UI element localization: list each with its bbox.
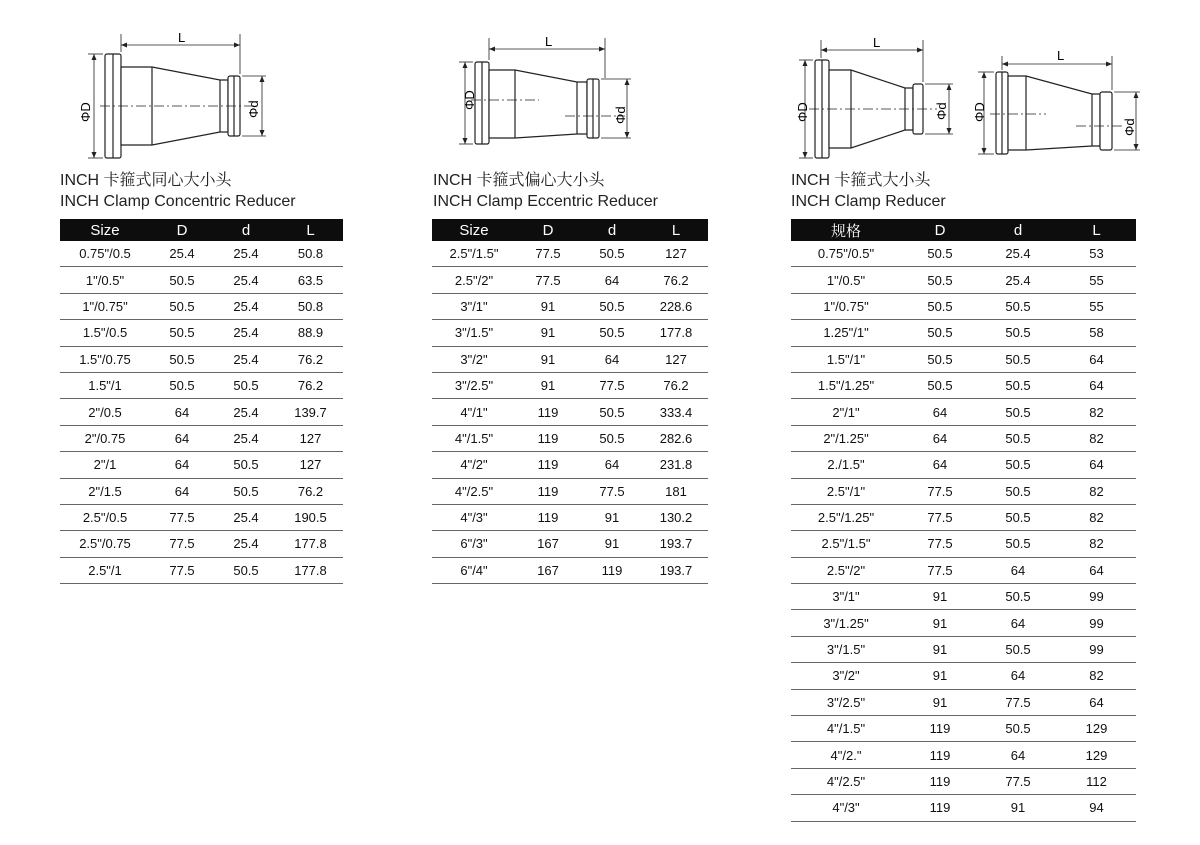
size-cell: 2"/1 [60,452,150,478]
value-cell: 50.5 [150,267,214,293]
size-cell: 2.5"/1 [60,557,150,583]
column-header: L [644,219,708,241]
value-cell: 64 [1057,372,1136,398]
concentric-title-en: INCH Clamp Concentric Reducer [60,193,296,210]
value-cell: 76.2 [644,372,708,398]
size-cell: 1.5"/0.5 [60,320,150,346]
table-row [791,557,1136,583]
value-cell: 77.5 [580,372,644,398]
size-cell: 4"/3" [791,795,901,821]
value-cell: 64 [150,399,214,425]
value-cell: 50.5 [901,267,979,293]
size-cell: 1"/0.5" [60,267,150,293]
concentric-title-cn: INCH 卡箍式同心大小头 [60,172,232,189]
value-cell: 25.4 [214,531,278,557]
value-cell: 64 [150,425,214,451]
size-cell: 3"/1.5" [791,636,901,662]
table-row [432,372,708,398]
value-cell: 119 [901,742,979,768]
table-row [432,557,708,583]
size-cell: 4"/2" [432,452,516,478]
column-header: d [214,219,278,241]
value-cell: 99 [1057,610,1136,636]
size-cell: 1.5"/1 [60,372,150,398]
size-cell: 0.75"/0.5" [791,241,901,267]
clamp-reducer-drawing-concentric [795,32,965,162]
value-cell: 50.5 [580,425,644,451]
table-row [60,504,343,530]
value-cell: 167 [516,531,580,557]
column-header: d [979,219,1057,241]
table-row [60,531,343,557]
table-row [60,452,343,478]
table-row [791,478,1136,504]
eccentric-title-cn: INCH 卡箍式偏心大小头 [433,172,605,189]
value-cell: 50.5 [979,504,1057,530]
size-cell: 1.5"/0.75 [60,346,150,372]
size-cell: 1.5"/1.25" [791,372,901,398]
value-cell: 77.5 [901,504,979,530]
table-row [791,346,1136,372]
value-cell: 82 [1057,425,1136,451]
value-cell: 94 [1057,795,1136,821]
value-cell: 50.5 [901,372,979,398]
table-row [432,293,708,319]
column-header: Size [60,219,150,241]
value-cell: 76.2 [278,372,343,398]
value-cell: 91 [901,610,979,636]
value-cell: 139.7 [278,399,343,425]
value-cell: 50.5 [901,241,979,267]
value-cell: 119 [516,504,580,530]
size-cell: 2"/0.5 [60,399,150,425]
small-diameter-label: Φd [934,102,949,120]
value-cell: 91 [901,663,979,689]
value-cell: 190.5 [278,504,343,530]
size-cell: 6"/3" [432,531,516,557]
size-cell: 2.5"/2" [432,267,516,293]
value-cell: 99 [1057,584,1136,610]
size-cell: 2"/1.5 [60,478,150,504]
value-cell: 127 [278,425,343,451]
table-header-row [791,219,1136,241]
value-cell: 82 [1057,531,1136,557]
value-cell: 177.8 [278,557,343,583]
table-header-row [432,219,708,241]
value-cell: 91 [580,531,644,557]
value-cell: 63.5 [278,267,343,293]
value-cell: 25.4 [214,504,278,530]
value-cell: 50.5 [979,452,1057,478]
value-cell: 77.5 [150,557,214,583]
big-diameter-label: ΦD [78,102,93,122]
table-header-row [60,219,343,241]
value-cell: 64 [901,452,979,478]
value-cell: 50.5 [580,293,644,319]
value-cell: 91 [580,504,644,530]
value-cell: 50.5 [979,346,1057,372]
value-cell: 82 [1057,399,1136,425]
value-cell: 91 [901,636,979,662]
value-cell: 77.5 [979,689,1057,715]
value-cell: 76.2 [278,346,343,372]
value-cell: 77.5 [150,531,214,557]
value-cell: 77.5 [901,531,979,557]
table-row [60,425,343,451]
size-cell: 2./1.5" [791,452,901,478]
column-header: D [516,219,580,241]
big-diameter-label: ΦD [972,102,987,122]
value-cell: 119 [580,557,644,583]
column-header: Size [432,219,516,241]
value-cell: 64 [150,478,214,504]
clamp-reducer-spec-table [791,219,1136,822]
value-cell: 91 [516,293,580,319]
size-cell: 2.5"/0.5 [60,504,150,530]
table-row [432,452,708,478]
size-cell: 2.5"/0.75 [60,531,150,557]
clamp-reducer-drawing-eccentric [972,42,1152,162]
value-cell: 77.5 [150,504,214,530]
size-cell: 2"/1.25" [791,425,901,451]
table-row [60,346,343,372]
value-cell: 50.5 [214,372,278,398]
value-cell: 55 [1057,293,1136,319]
value-cell: 50.8 [278,293,343,319]
table-row [791,372,1136,398]
table-row [791,689,1136,715]
value-cell: 91 [901,584,979,610]
value-cell: 50.5 [979,372,1057,398]
table-row [791,452,1136,478]
eccentric-title-en: INCH Clamp Eccentric Reducer [433,193,658,210]
value-cell: 50.5 [979,293,1057,319]
value-cell: 181 [644,478,708,504]
value-cell: 50.5 [580,399,644,425]
column-header: D [150,219,214,241]
table-row [60,267,343,293]
value-cell: 50.5 [901,346,979,372]
value-cell: 127 [278,452,343,478]
size-cell: 3"/1" [791,584,901,610]
small-diameter-label: Φd [613,106,628,124]
size-cell: 1"/0.5" [791,267,901,293]
eccentric-spec-table [432,219,708,584]
size-cell: 2.5"/1.25" [791,504,901,530]
table-row [60,320,343,346]
value-cell: 193.7 [644,531,708,557]
table-row [791,636,1136,662]
size-cell: 2.5"/1.5" [791,531,901,557]
concentric-reducer-drawing [80,30,280,165]
clamp-reducer-title-en: INCH Clamp Reducer [791,193,946,210]
table-row [791,293,1136,319]
value-cell: 282.6 [644,425,708,451]
table-row [791,768,1136,794]
table-row [791,716,1136,742]
table-row [60,293,343,319]
value-cell: 50.5 [214,478,278,504]
column-header: L [278,219,343,241]
value-cell: 50.8 [278,241,343,267]
value-cell: 50.5 [979,531,1057,557]
value-cell: 50.5 [979,425,1057,451]
table-row [791,320,1136,346]
size-cell: 0.75"/0.5 [60,241,150,267]
column-header: D [901,219,979,241]
value-cell: 119 [516,452,580,478]
size-cell: 3"/2.5" [432,372,516,398]
value-cell: 55 [1057,267,1136,293]
table-row [60,372,343,398]
value-cell: 25.4 [214,293,278,319]
size-cell: 3"/1" [432,293,516,319]
value-cell: 82 [1057,478,1136,504]
small-diameter-label: Φd [1122,118,1137,136]
table-row [432,531,708,557]
size-cell: 6"/4" [432,557,516,583]
value-cell: 50.5 [979,320,1057,346]
big-diameter-label: ΦD [795,102,810,122]
value-cell: 77.5 [580,478,644,504]
value-cell: 53 [1057,241,1136,267]
eccentric-reducer-drawing [455,30,655,160]
concentric-spec-table [60,219,343,584]
value-cell: 64 [1057,557,1136,583]
value-cell: 50.5 [580,320,644,346]
table-row [432,504,708,530]
value-cell: 127 [644,346,708,372]
value-cell: 25.4 [214,241,278,267]
table-row [791,267,1136,293]
value-cell: 25.4 [214,425,278,451]
value-cell: 130.2 [644,504,708,530]
value-cell: 99 [1057,636,1136,662]
table-row [791,610,1136,636]
table-row [791,584,1136,610]
value-cell: 50.5 [979,478,1057,504]
value-cell: 82 [1057,663,1136,689]
size-cell: 2"/0.75 [60,425,150,451]
value-cell: 64 [580,452,644,478]
size-cell: 4"/1.5" [791,716,901,742]
value-cell: 91 [979,795,1057,821]
column-header: 规格 [791,219,901,241]
table-row [791,531,1136,557]
value-cell: 119 [901,716,979,742]
value-cell: 50.5 [979,716,1057,742]
table-row [791,399,1136,425]
value-cell: 76.2 [278,478,343,504]
value-cell: 193.7 [644,557,708,583]
value-cell: 64 [901,425,979,451]
value-cell: 50.5 [150,320,214,346]
value-cell: 119 [901,768,979,794]
table-row [60,399,343,425]
size-cell: 4"/2.5" [432,478,516,504]
value-cell: 64 [1057,346,1136,372]
table-row [432,425,708,451]
value-cell: 50.5 [979,584,1057,610]
size-cell: 3"/2.5" [791,689,901,715]
value-cell: 129 [1057,716,1136,742]
value-cell: 127 [644,241,708,267]
value-cell: 77.5 [901,557,979,583]
value-cell: 25.4 [214,320,278,346]
size-cell: 3"/1.25" [791,610,901,636]
value-cell: 64 [979,663,1057,689]
value-cell: 25.4 [214,267,278,293]
value-cell: 112 [1057,768,1136,794]
value-cell: 167 [516,557,580,583]
length-dim-label: L [1057,48,1065,63]
table-row [432,320,708,346]
value-cell: 50.5 [214,557,278,583]
value-cell: 64 [1057,452,1136,478]
size-cell: 4"/3" [432,504,516,530]
column-header: d [580,219,644,241]
table-row [791,241,1136,267]
length-dim-label: L [545,34,553,49]
value-cell: 119 [901,795,979,821]
value-cell: 25.4 [150,241,214,267]
table-row [432,267,708,293]
value-cell: 50.5 [150,346,214,372]
value-cell: 77.5 [901,478,979,504]
value-cell: 177.8 [644,320,708,346]
table-row [432,241,708,267]
value-cell: 119 [516,478,580,504]
size-cell: 1.5"/1" [791,346,901,372]
value-cell: 77.5 [979,768,1057,794]
value-cell: 50.5 [214,452,278,478]
table-row [60,478,343,504]
table-row [791,742,1136,768]
value-cell: 77.5 [516,241,580,267]
value-cell: 25.4 [214,346,278,372]
size-cell: 1"/0.75" [60,293,150,319]
table-row [791,663,1136,689]
size-cell: 2.5"/1" [791,478,901,504]
value-cell: 64 [1057,689,1136,715]
value-cell: 91 [516,372,580,398]
value-cell: 91 [516,346,580,372]
value-cell: 64 [580,267,644,293]
value-cell: 50.5 [979,636,1057,662]
table-row [791,795,1136,821]
value-cell: 64 [901,399,979,425]
size-cell: 4"/1" [432,399,516,425]
value-cell: 64 [979,557,1057,583]
value-cell: 91 [516,320,580,346]
value-cell: 64 [979,610,1057,636]
value-cell: 333.4 [644,399,708,425]
value-cell: 50.5 [979,399,1057,425]
size-cell: 3"/1.5" [432,320,516,346]
size-cell: 2"/1" [791,399,901,425]
size-cell: 3"/2" [432,346,516,372]
value-cell: 50.5 [580,241,644,267]
value-cell: 25.4 [214,399,278,425]
value-cell: 64 [979,742,1057,768]
value-cell: 231.8 [644,452,708,478]
value-cell: 82 [1057,504,1136,530]
value-cell: 119 [516,425,580,451]
table-row [432,346,708,372]
table-row [432,478,708,504]
value-cell: 77.5 [516,267,580,293]
value-cell: 58 [1057,320,1136,346]
value-cell: 129 [1057,742,1136,768]
value-cell: 177.8 [278,531,343,557]
clamp-reducer-title-cn: INCH 卡箍式大小头 [791,172,931,189]
value-cell: 119 [516,399,580,425]
value-cell: 76.2 [644,267,708,293]
table-row [60,557,343,583]
size-cell: 3"/2" [791,663,901,689]
size-cell: 2.5"/2" [791,557,901,583]
size-cell: 4"/2.5" [791,768,901,794]
value-cell: 50.5 [901,320,979,346]
table-row [791,504,1136,530]
value-cell: 91 [901,689,979,715]
size-cell: 1.25"/1" [791,320,901,346]
value-cell: 228.6 [644,293,708,319]
value-cell: 25.4 [979,267,1057,293]
value-cell: 25.4 [979,241,1057,267]
value-cell: 50.5 [150,372,214,398]
value-cell: 88.9 [278,320,343,346]
column-header: L [1057,219,1136,241]
size-cell: 2.5"/1.5" [432,241,516,267]
value-cell: 64 [580,346,644,372]
value-cell: 50.5 [150,293,214,319]
table-row [791,425,1136,451]
big-diameter-label: ΦD [462,90,477,110]
size-cell: 1"/0.75" [791,293,901,319]
length-dim-label: L [873,35,881,50]
small-diameter-label: Φd [246,100,261,118]
value-cell: 64 [150,452,214,478]
value-cell: 50.5 [901,293,979,319]
table-row [432,399,708,425]
length-dim-label: L [178,30,186,45]
table-row [60,241,343,267]
size-cell: 4"/2." [791,742,901,768]
size-cell: 4"/1.5" [432,425,516,451]
